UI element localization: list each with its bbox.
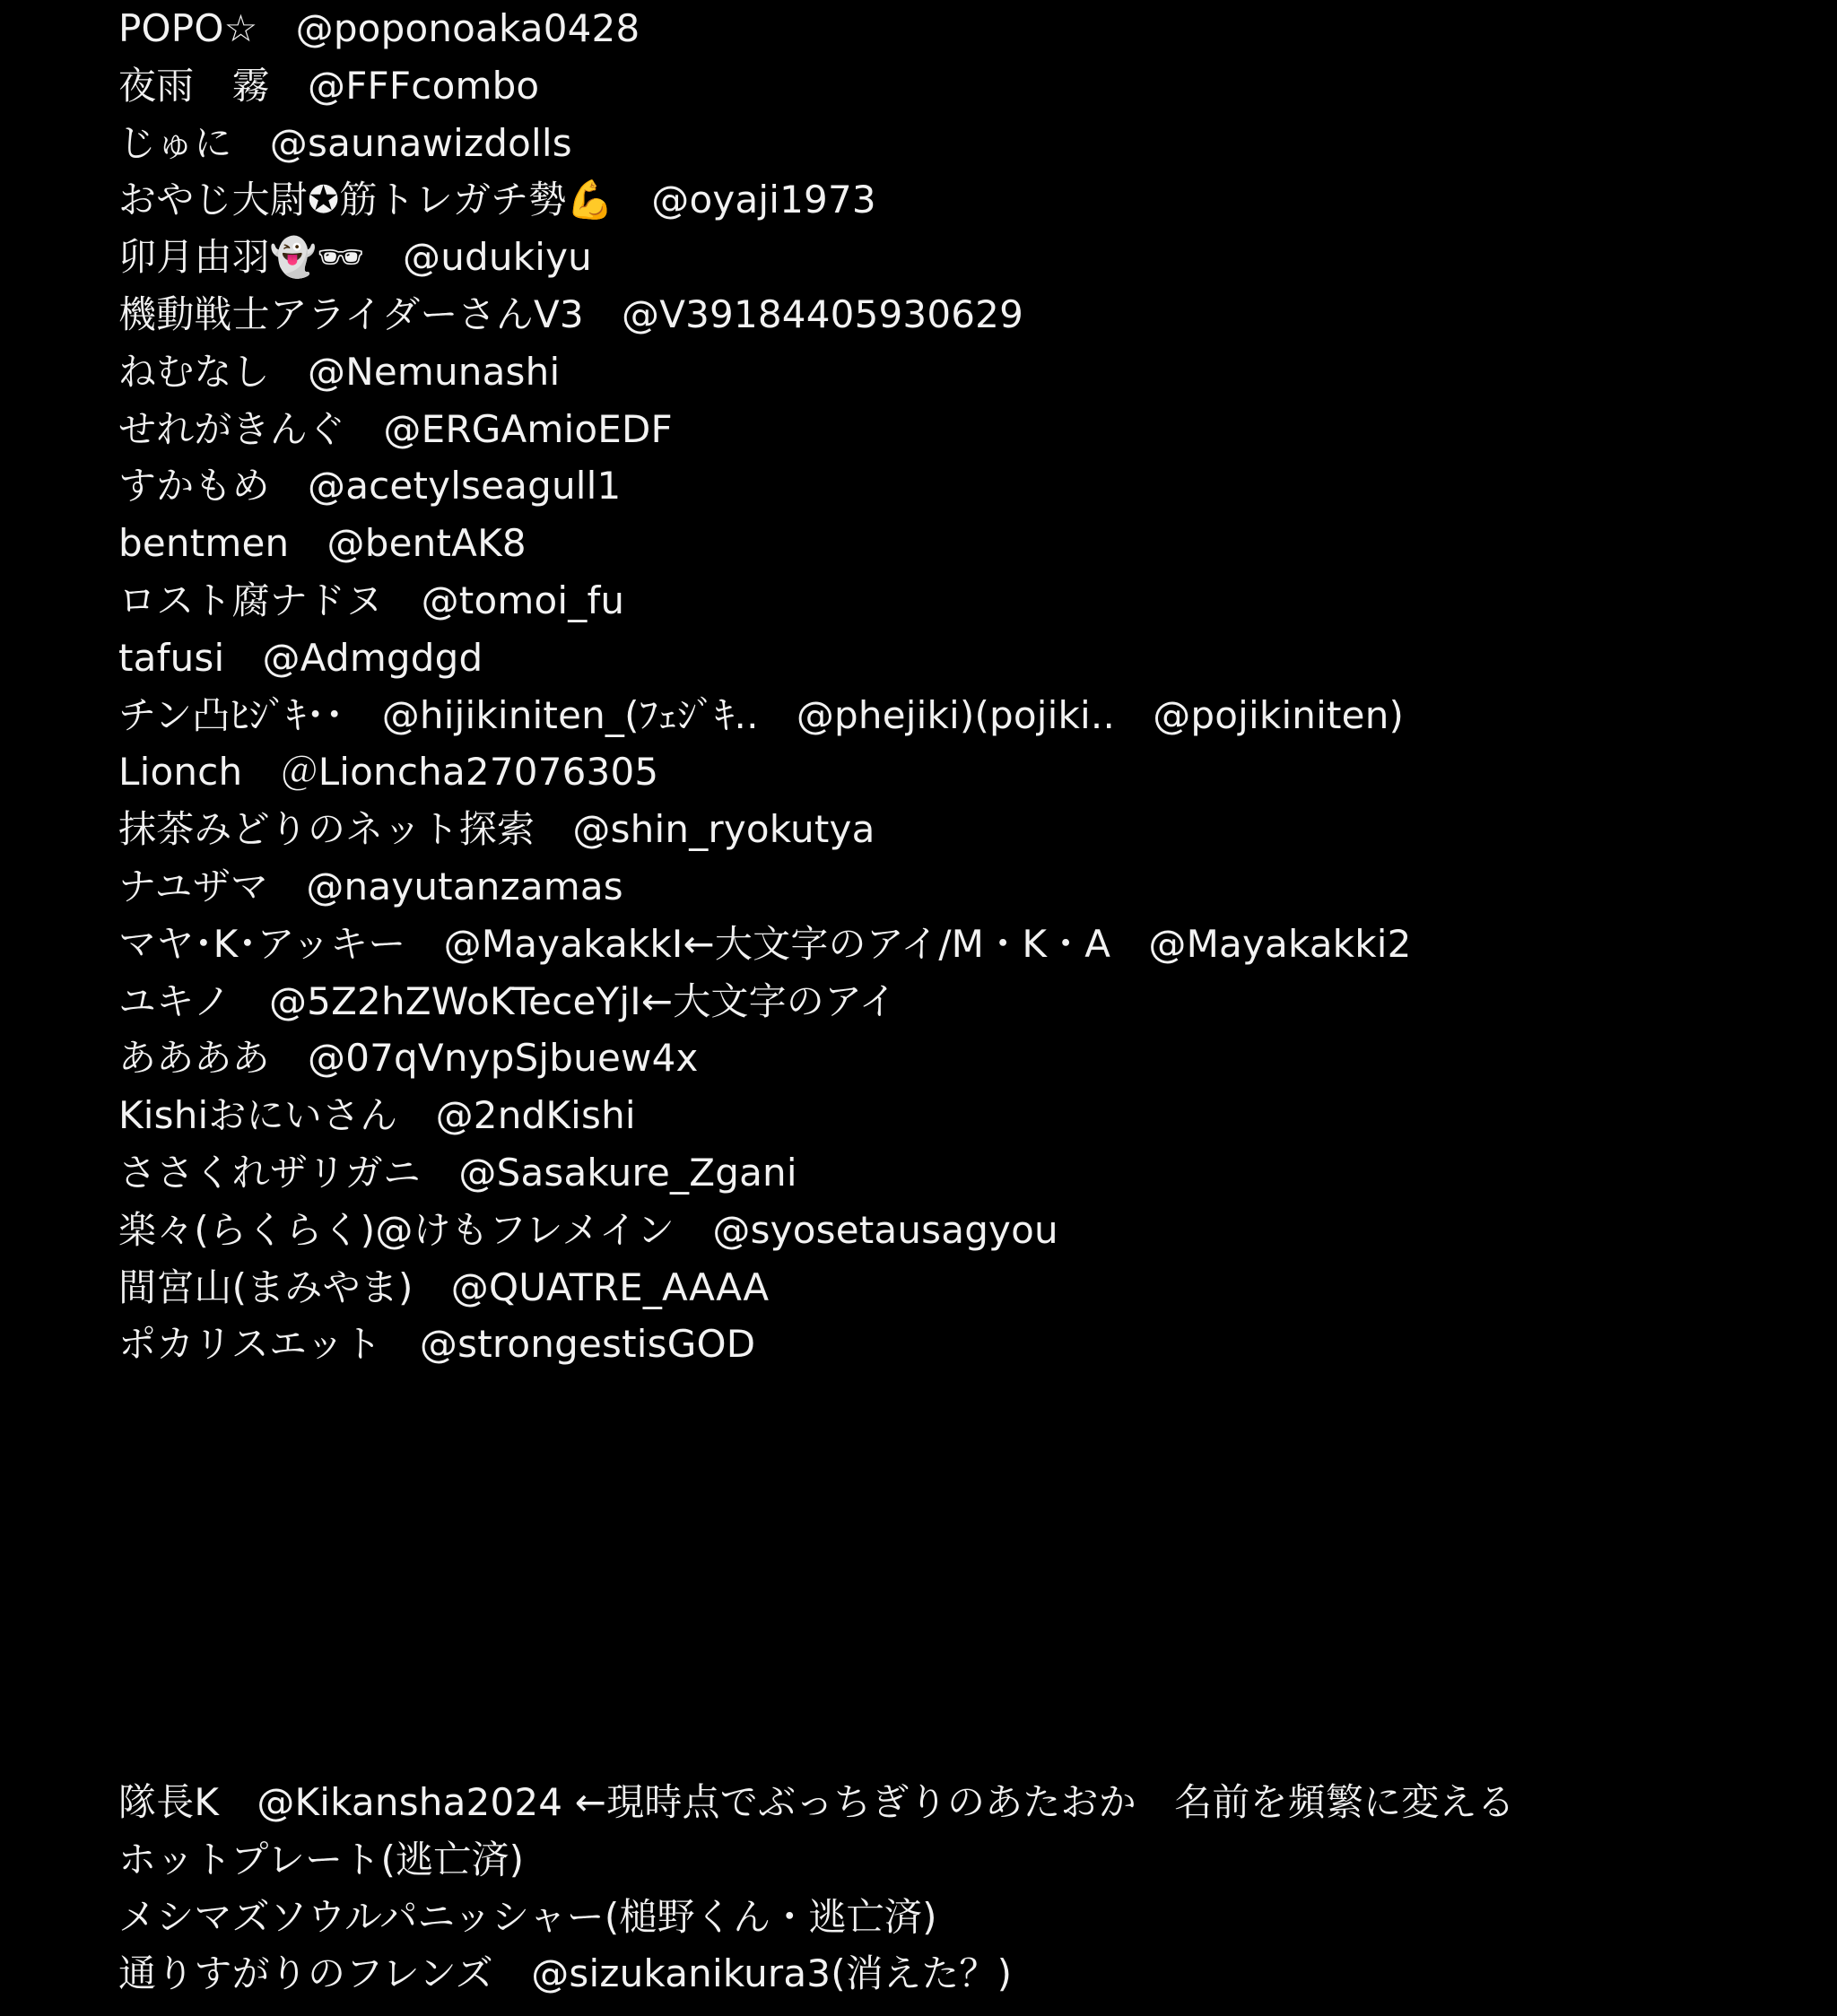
note-line: せれがきんぐ @ERGAmioEDF [118, 406, 673, 451]
note-line: tafusi @Admgdgd [118, 635, 483, 680]
note-line: 夜雨 霧 @FFFcombo [118, 63, 540, 108]
note-body[interactable] [118, 0, 1805, 1373]
note-line: ナユザマ @nayutanzamas [118, 864, 623, 908]
note-line: メシマズソウルパニッシャー(槌野くん・逃亡済) [118, 1894, 937, 1939]
note-line: 卯月由羽👻🕶 @udukiyu [118, 235, 592, 280]
note-line: ロスト腐ナドヌ @tomoi_fu [118, 578, 625, 622]
note-line: チン凸ﾋｼﾞｷ･･ @hijikiniten_(ﾌｪｼﾞｷ.. @phejiki)(pojiki.. @pojikiniten) [118, 692, 1405, 737]
note-line: 機動戦士アライダーさんV3 @V39184405930629 [118, 291, 1024, 336]
note-line: すかもめ @acetylseagull1 [118, 464, 622, 508]
note-line: bentmen @bentAK8 [118, 521, 527, 566]
note-line: 間宮山(まみやま) @QUATRE_AAAA [118, 1264, 770, 1309]
note-line: マヤ･K･アッキー @MayakakkI←大文字のアイ/M・K・A @Mayakakki2 [118, 921, 1412, 966]
note-line: Lionch ＠Lioncha27076305 [118, 750, 659, 795]
note-line: 抹茶みどりのネット探索 @shin_ryokutya [118, 807, 875, 852]
note-line: Kishiおにいさん @2ndKishi [118, 1093, 636, 1138]
note-line: POPO☆ @poponoaka0428 [118, 6, 640, 50]
note-line: ねむなし @Nemunashi [118, 349, 561, 394]
note-line: 楽々(らくらく)@けもフレメイン @syosetausagyou [118, 1207, 1058, 1252]
note-line: じゅに @saunawizdolls [118, 120, 572, 165]
note-line: おやじ大尉✪筋トレガチ勢💪 @oyaji1973 [118, 178, 876, 222]
note-line: ささくれザリガニ @Sasakure_Zgani [118, 1150, 797, 1195]
note-line: ポカリスエット @strongestisGOD [118, 1322, 756, 1367]
note-line: 通りすがりのフレンズ @sizukanikura3(消えた？) [118, 1951, 1013, 1996]
note-line: 隊長K @Kikansha2024 ←現時点でぶっちぎりのあたおか 名前を頻繁に変える [118, 1780, 1515, 1824]
note-line: ホットプレート(逃亡済) [118, 1837, 525, 1881]
note-line: ユキノ @5Z2hZWoKTeceYjI←大文字のアイ [118, 978, 897, 1023]
note-line: ああああ @07qVnypSjbuew4x [118, 1036, 699, 1081]
note-body-bottom[interactable] [118, 1774, 1805, 2003]
